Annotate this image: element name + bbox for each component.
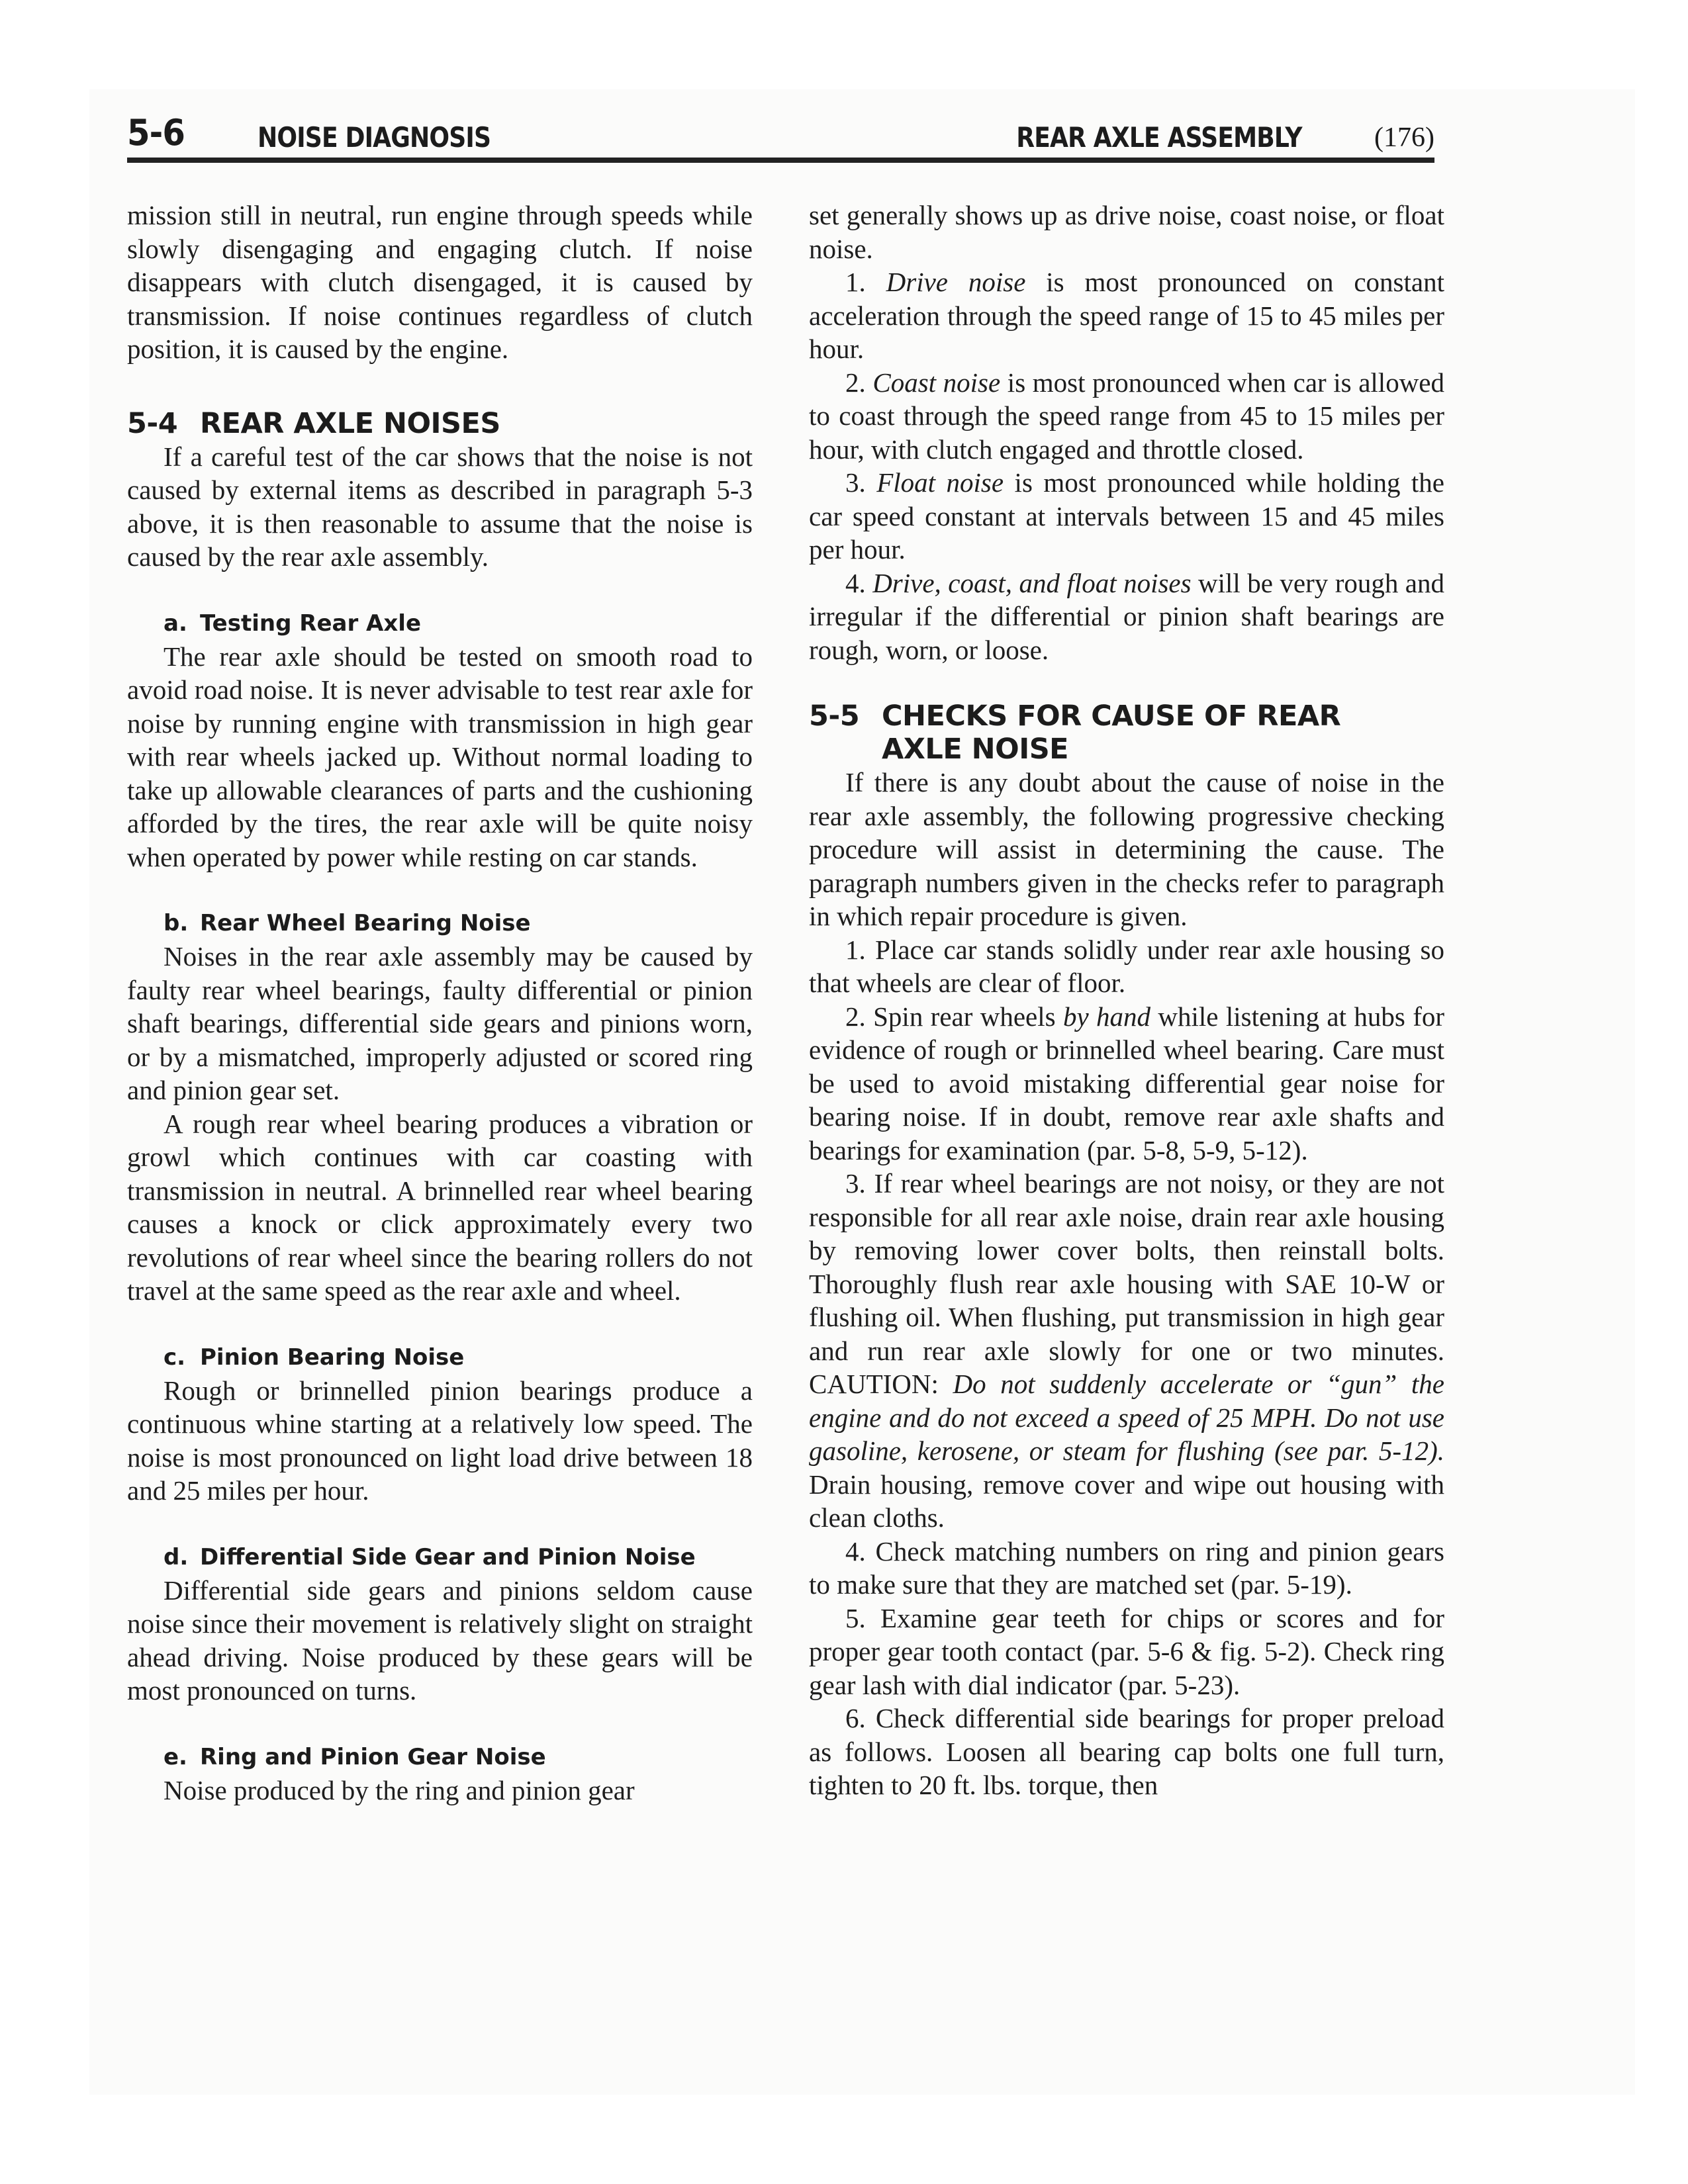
section-number: 5-5 [809, 700, 860, 733]
check-item-6: 6. Check differential side bearings for proper preload as follows. Loosen all bearing cap bolts one full turn, tighten to 20 ft. lbs. torque, then [809, 1703, 1444, 1800]
check-item-4: 4. Check matching numbers on ring and pinion gears to make sure that they are matched set (par. 5-19). [809, 1535, 1444, 1600]
subsection-e-paragraph: Noise produced by the ring and pinion gear [164, 1774, 635, 1805]
subsection-heading-b [127, 907, 753, 940]
header-page-number: (176) [1374, 122, 1434, 153]
check-item-5: 5. Examine gear teeth for chips or scores and for proper gear tooth contact (par. 5-6 & fig. 5-2). Check ring gear lash with dial indicator (par. 5-23). [809, 1602, 1445, 1700]
intro-paragraph: mission still in neutral, run engine through speeds while slowly disengaging and engaging clutch. If noise disappears with clutch disengaged, it is caused by transmission. If noise continues regardless of clutch position, it is caused by the engine. [127, 200, 753, 364]
section-title: REAR AXLE NOISES [200, 406, 500, 440]
subsection-heading-d [127, 1541, 753, 1574]
continuation-paragraph: set generally shows up as drive noise, coast noise, or float noise. [809, 200, 1444, 264]
subsection-b-paragraph-2: A rough rear wheel bearing produces a vibration or growl which continues with car coasting with transmission in neutral. A brinnelled rear wheel bearing causes a knock or click approximately every two revolutions of rear wheel since the bearing rollers do not travel at the same speed as the rear axle and wheel. [127, 1108, 753, 1306]
subsection-a-paragraph: The rear axle should be tested on smooth road to avoid road noise. It is never advisable to test rear axle for noise by running engine with transmission in high gear with rear wheels jacked up. Without normal loading to take up allowable clearances of parts and the cushioning afforded by the tires, the rear axle will be quite noisy when operated by power while resting on car stands. [127, 641, 753, 872]
subsection-heading-e [127, 1741, 753, 1774]
section-5-5-body: If there is any doubt about the cause of noise in the rear axle assembly, the following progressive checking procedure will assist in determining the cause. The paragraph numbers given in the checks refer to paragraph in which repair procedure is given. [809, 767, 1444, 931]
header-right-title: REAR AXLE ASSEMBLY [1016, 121, 1302, 154]
header-left-title: NOISE DIAGNOSIS [258, 121, 491, 154]
check-item-3: 3. If rear wheel bearings are not noisy, or they are not responsible for all rear axle noise, drain rear axle housing by removing lower cover bolts, then reinstall bolts. Thoroughly flush rear axle housing with SAE 10-W or flushing oil. When flushing, put transmission in high gear and run rear axle slowly for one or two minutes. CAUTION: Do not suddenly accelerate or “gun” the engine and do not exceed a speed of 25 MPH. Do not use gasoline, kerosene, or steam for flushing (see par. 5-12). Drain housing, remove cover and wipe out housing with clean cloths. [809, 1168, 1444, 1533]
subsection-c-paragraph: Rough or brinnelled pinion bearings produce a continuous whine starting at a relatively low speed. The noise is most pronounced on light load drive between 18 and 25 miles per hour. [127, 1375, 753, 1506]
check-item-1: 1. Place car stands solidly under rear axle housing so that wheels are clear of floor. [809, 934, 1444, 998]
page-header [127, 111, 1434, 163]
subsection-b-paragraph-1: Noises in the rear axle assembly may be caused by faulty rear wheel bearings, faulty differential or pinion shaft bearings, differential side gears and pinions worn, or by a mismatched, improperly adjusted or scored ring and pinion gear set. [127, 941, 753, 1105]
left-column [127, 199, 753, 1807]
noise-type-item: 1. Drive noise is most pronounced on constant acceleration through the speed range of 15 to 45 miles per hour. [809, 267, 1444, 364]
right-column [809, 199, 1444, 1802]
check-item-2: 2. Spin rear wheels by hand while listening at hubs for evidence of rough or brinnelled wheel bearing. Care must be used to avoid mistaking differential gear noise for bearing noise. If in doubt, remove rear axle shafts and bearings for examination (par. 5-8, 5-9, 5-12). [809, 1001, 1445, 1165]
section-number: 5-4 [127, 406, 178, 440]
subsection-letter: c. [164, 1343, 186, 1371]
subsection-letter: a. [164, 610, 187, 637]
subsection-d-paragraph: Differential side gears and pinions seldom cause noise since their movement is relatively slight on straight ahead driving. Noise produced by these gears will be most pronounced on turns. [127, 1574, 753, 1706]
section-5-4-body: If a careful test of the car shows that the noise is not caused by external items as described in paragraph 5-3 above, it is then reasonable to assume that the noise is caused by the rear axle assembly. [127, 441, 753, 572]
subsection-title: Differential Side Gear and Pinion Noise [200, 1543, 696, 1570]
subsection-title: Ring and Pinion Gear Noise [200, 1743, 546, 1770]
subsection-title: Pinion Bearing Noise [200, 1343, 465, 1371]
noise-type-item: 3. Float noise is most pronounced while holding the car speed constant at intervals between 15 and 45 miles per hour. [809, 467, 1445, 565]
subsection-letter: e. [164, 1743, 187, 1770]
section-title-line-2: AXLE NOISE [882, 733, 1069, 766]
header-section-number: 5-6 [127, 112, 185, 154]
subsection-letter: b. [164, 910, 189, 936]
section-heading-5-4 [127, 407, 753, 440]
subsection-title: Rear Wheel Bearing Noise [200, 910, 531, 936]
subsection-heading-c [127, 1341, 753, 1374]
subsection-title: Testing Rear Axle [200, 610, 422, 637]
subsection-heading-a [127, 607, 753, 640]
section-heading-5-5 [809, 700, 1444, 766]
noise-type-item: 4. Drive, coast, and float noises will be very rough and irregular if the differential or pinion shaft bearings are rough, worn, or loose. [809, 567, 1445, 665]
section-title-line-1: CHECKS FOR CAUSE OF REAR [882, 700, 1341, 733]
caution-text: Do not suddenly accelerate or “gun” the engine and do not exceed a speed of 25 MPH. Do not use gasoline, kerosene, or steam for flushing (see par. 5-12). [809, 1369, 1444, 1466]
noise-type-item: 2. Coast noise is most pronounced when car is allowed to coast through the speed range from 45 to 15 miles per hour, with clutch engaged and throttle closed. [809, 367, 1445, 465]
subsection-letter: d. [164, 1543, 189, 1570]
